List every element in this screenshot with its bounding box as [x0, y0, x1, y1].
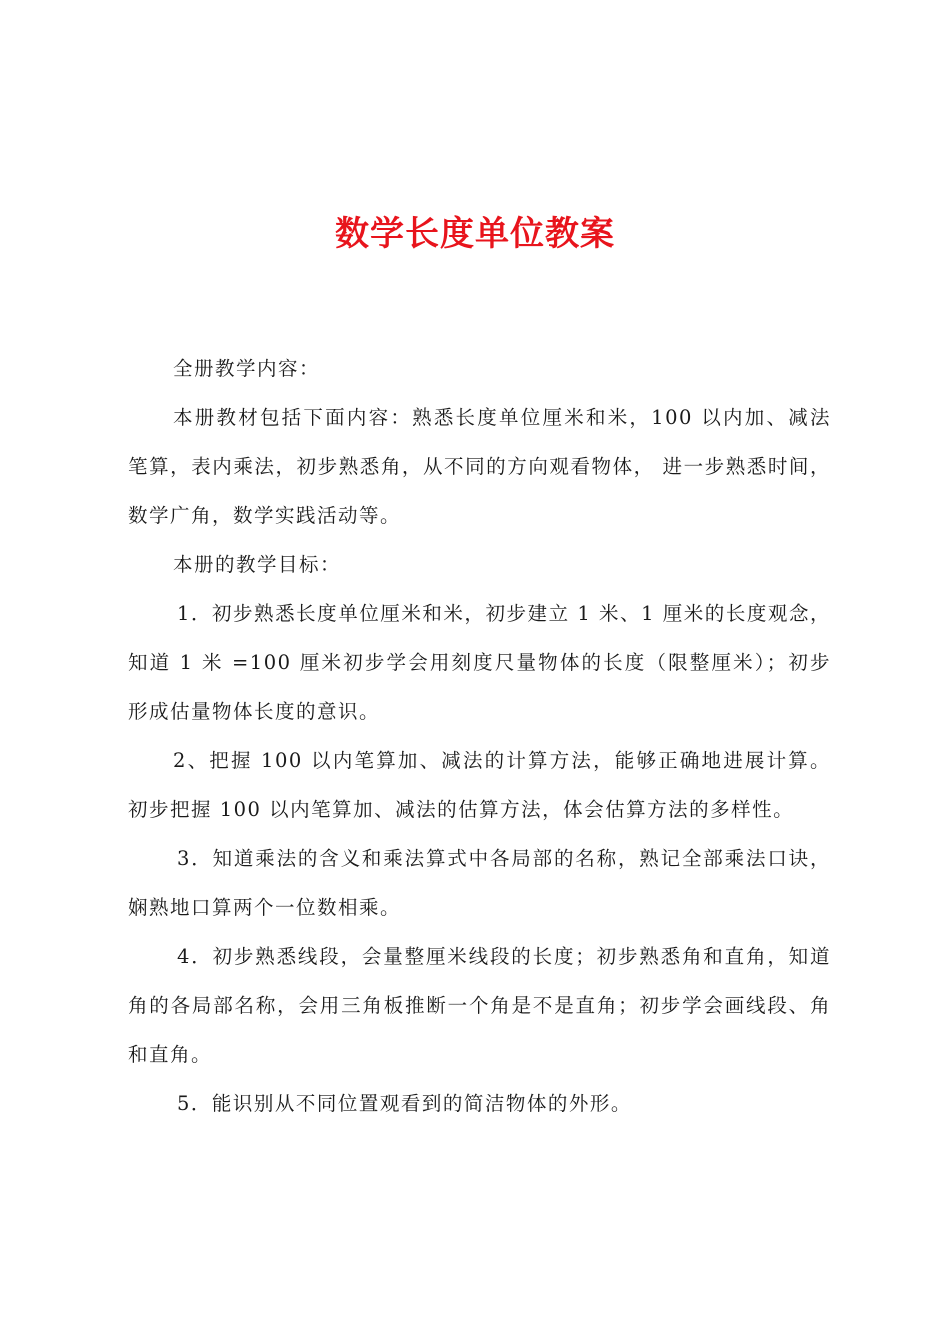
- document-body: [128, 344, 831, 1128]
- paragraph-heading-content: 全册教学内容：: [173, 357, 321, 380]
- paragraph-goal-1: 1．初步熟悉长度单位厘米和米，初步建立 1 米、1 厘米的长度观念，知道 1 米 =100 厘米初步学会用刻度尺量物体的长度（限整厘米）；初步形成估量物体长度的意识。: [128, 602, 831, 723]
- document-title: 数学长度单位教案: [335, 214, 615, 254]
- paragraph-goal-2: 2、把握 100 以内笔算加、减法的计算方法，能够正确地进展计算。初步把握 100 以内笔算加、减法的估算方法，体会估算方法的多样性。: [128, 749, 831, 821]
- paragraph-heading-goals: 本册的教学目标：: [173, 553, 342, 576]
- paragraph-goal-3: 3．知道乘法的含义和乘法算式中各局部的名称，熟记全部乘法口诀，娴熟地口算两个一位数相乘。: [128, 847, 831, 919]
- paragraph-content-description: 本册教材包括下面内容：熟悉长度单位厘米和米，100 以内加、减法笔算，表内乘法，初步熟悉角，从不同的方向观看物体， 进一步熟悉时间，数学广角，数学实践活动等。: [128, 406, 831, 527]
- paragraph-goal-5: 5．能识别从不同位置观看到的简洁物体的外形。: [177, 1092, 632, 1115]
- paragraph-goal-4: 4．初步熟悉线段，会量整厘米线段的长度；初步熟悉角和直角，知道角的各局部名称，会用三角板推断一个角是不是直角；初步学会画线段、角和直角。: [128, 945, 831, 1066]
